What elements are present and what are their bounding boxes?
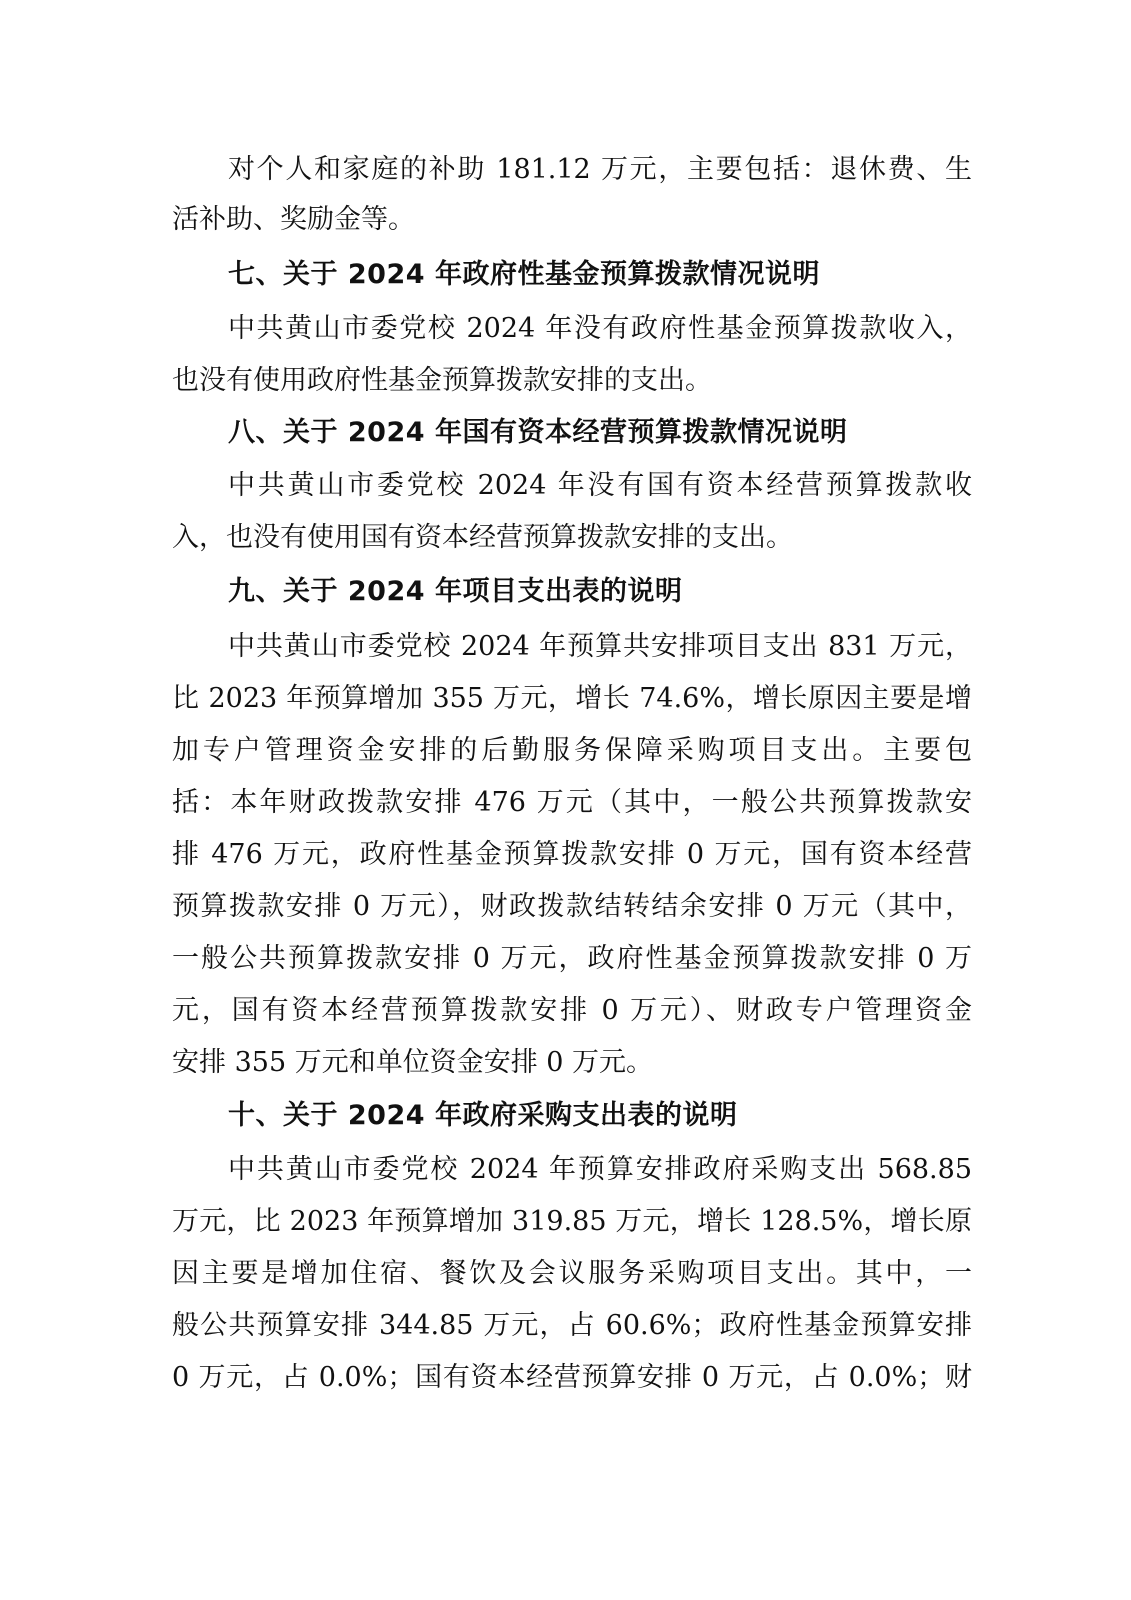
paragraph-line: 安排 355 万元和单位资金安排 0 万元。 [172,1047,654,1078]
paragraph-line: 中共黄山市委党校 2024 年预算共安排项目支出 831 万元， [228,631,972,662]
paragraph-line: 也没有使用政府性基金预算拨款安排的支出。 [172,365,712,396]
paragraph-line: 般公共预算安排 344.85 万元，占 60.6%；政府性基金预算安排 [172,1310,972,1341]
paragraph-line: 预算拨款安排 0 万元），财政拨款结转结余安排 0 万元（其中， [172,891,972,922]
section-heading-9: 九、关于 2024 年项目支出表的说明 [228,576,683,607]
paragraph-line: 加专户管理资金安排的后勤服务保障采购项目支出。主要包 [172,735,972,766]
paragraph-line: 排 476 万元，政府性基金预算拨款安排 0 万元，国有资本经营 [172,839,972,870]
paragraph-line: 比 2023 年预算增加 355 万元，增长 74.6%，增长原因主要是增 [172,683,972,714]
paragraph-line: 对个人和家庭的补助 181.12 万元，主要包括：退休费、生 [228,154,972,185]
paragraph-line: 活补助、奖励金等。 [172,204,415,235]
paragraph-line: 中共黄山市委党校 2024 年没有政府性基金预算拨款收入， [228,313,972,344]
paragraph-line: 入，也没有使用国有资本经营预算拨款安排的支出。 [172,522,793,553]
paragraph-line: 一般公共预算拨款安排 0 万元，政府性基金预算拨款安排 0 万 [172,943,972,974]
paragraph-line: 万元，比 2023 年预算增加 319.85 万元，增长 128.5%，增长原 [172,1206,972,1237]
section-heading-10: 十、关于 2024 年政府采购支出表的说明 [228,1100,738,1131]
section-heading-7: 七、关于 2024 年政府性基金预算拨款情况说明 [228,259,820,290]
paragraph-line: 中共黄山市委党校 2024 年预算安排政府采购支出 568.85 [228,1154,972,1185]
paragraph-line: 中共黄山市委党校 2024 年没有国有资本经营预算拨款收 [228,470,972,501]
paragraph-line: 括：本年财政拨款安排 476 万元（其中，一般公共预算拨款安 [172,787,972,818]
paragraph-line: 因主要是增加住宿、餐饮及会议服务采购项目支出。其中，一 [172,1258,972,1289]
paragraph-line: 0 万元，占 0.0%；国有资本经营预算安排 0 万元，占 0.0%；财 [172,1362,972,1393]
paragraph-line: 元，国有资本经营预算拨款安排 0 万元）、财政专户管理资金 [172,995,972,1026]
section-heading-8: 八、关于 2024 年国有资本经营预算拨款情况说明 [228,417,848,448]
